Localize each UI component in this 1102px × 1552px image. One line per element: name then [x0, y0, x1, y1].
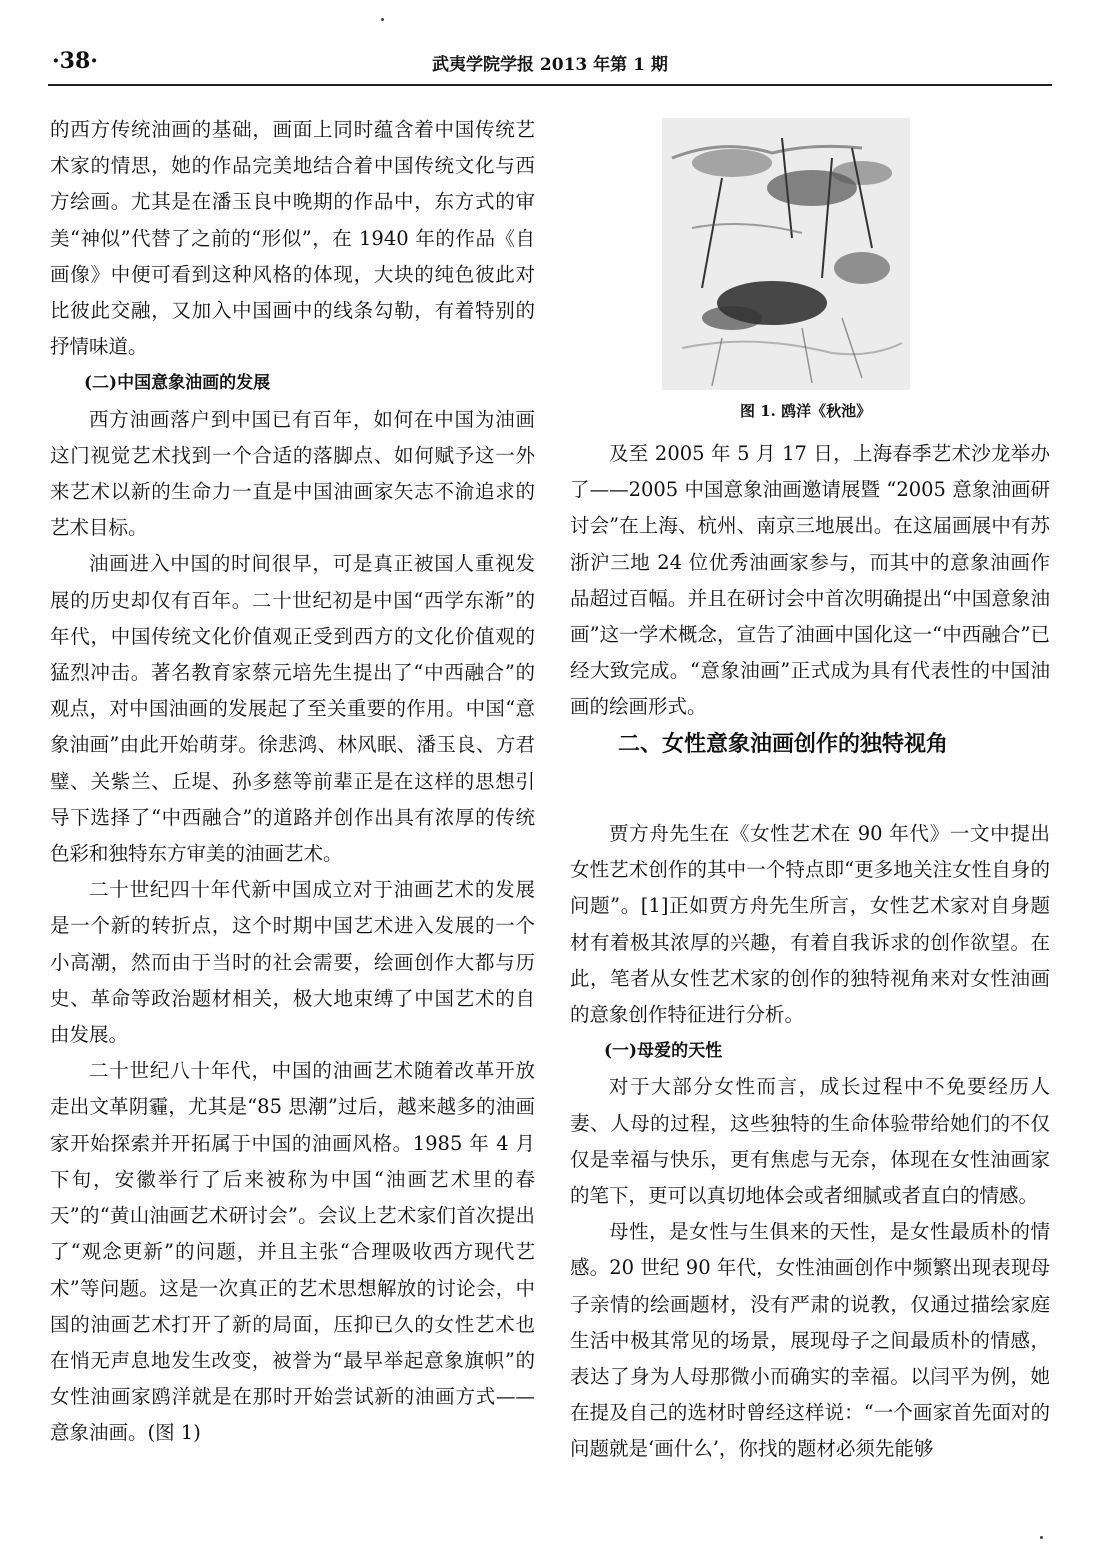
- painting-illustration: [662, 118, 910, 390]
- scan-speck: [381, 18, 384, 21]
- paragraph: 贾方舟先生在《女性艺术在 90 年代》一文中提出女性艺术创作的其中一个特点即“更多地关注女性自身的问题”。[1]正如贾方舟先生所言，女性艺术家对自身题材有着极其浓厚的兴趣，有着自我诉求的创作欲望。在此，笔者从女性艺术家的创作的独特视角来对女性油画的意象创作特征进行分析。: [570, 822, 1050, 1027]
- header-rule: [48, 84, 1052, 86]
- page-number: ·38·: [52, 48, 98, 74]
- left-column: [50, 112, 535, 1452]
- paragraph: 二十世纪八十年代，中国的油画艺术随着改革开放走出文革阴霾，尤其是“85 思潮”过后，越来越多的油画家开始探索并开拓属于中国的油画风格。1985 年 4 月下旬，安徽举行了后来被称为中国“油画艺术里的春天”的“黄山油画艺术研讨会”。会议上艺术家们首次提出了“观念更新”的问题，并且主张“合理吸收西方现代艺术”等问题。这是一次真正的艺术思想解放的讨论会，中国的油画艺术打开了新的局面，压抑已久的女性艺术也在悄无声息地发生改变，被誉为“最早举起意象旗帜”的女性油画家鸥洋就是在那时开始尝试新的油画方式——意象油画。(图 1): [50, 1059, 535, 1445]
- journal-title: 武夷学院学报 2013 年第 1 期: [432, 55, 668, 75]
- paragraph: 油画进入中国的时间很早，可是真正被国人重视发展的历史却仅有百年。二十世纪初是中国“西学东渐”的年代，中国传统文化价值观正受到西方的文化价值观的猛烈冲击。著名教育家蔡元培先生提出了“中西融合”的观点，对中国油画的发展起了至关重要的作用。中国“意象油画”由此开始萌芽。徐悲鸿、林风眠、潘玉良、方君璧、关紫兰、丘堤、孙多慈等前辈正是在这样的思想引导下选择了“中西融合”的道路并创作出具有浓厚的传统色彩和独特东方审美的油画艺术。: [50, 552, 535, 866]
- running-header: [52, 48, 1048, 88]
- subsection-heading: (二)中国意象油画的发展: [84, 373, 271, 394]
- right-column-bottom: [570, 816, 1050, 1468]
- figure-painting-image: [662, 118, 910, 390]
- paragraph: 二十世纪四十年代新中国成立对于油画艺术的发展是一个新的转折点，这个时期中国艺术进入发展的一个小高潮，然而由于当时的社会需要，绘画创作大都与历史、革命等政治题材相关，极大地束缚了中国艺术的自由发展。: [50, 878, 535, 1047]
- scan-speck: [1040, 1536, 1043, 1539]
- paragraph: 对于大部分女性而言，成长过程中不免要经历人妻、人母的过程，这些独特的生命体验带给她们的不仅仅是幸福与快乐，更有焦虑与无奈，体现在女性油画家的笔下，更可以真切地体会或者细腻或者直白的情感。: [570, 1075, 1050, 1208]
- subsection-heading: (一)母爱的天性: [604, 1041, 723, 1062]
- right-column-top: [570, 436, 1050, 726]
- paragraph: 西方油画落户到中国已有百年，如何在中国为油画这门视觉艺术找到一个合适的落脚点、如何赋予这一外来艺术以新的生命力一直是中国油画家矢志不渝追求的艺术目标。: [50, 407, 535, 540]
- paragraph: 的西方传统油画的基础，画面上同时蕴含着中国传统艺术家的情思，她的作品完美地结合着中国传统文化与西方绘画。尤其是在潘玉良中晚期的作品中，东方式的审美“神似”代替了之前的“形似”，在 1940 年的作品《自画像》中便可看到这种风格的体现，大块的纯色彼此对比彼此交融，又加入中国画中的线条勾勒，有着特别的抒情味道。: [50, 118, 535, 359]
- paragraph: 母性，是女性与生俱来的天性，是女性最质朴的情感。20 世纪 90 年代，女性油画创作中频繁出现表现母子亲情的绘画题材，没有严肃的说教，仅通过描绘家庭生活中极其常见的场景，展现母子之间最质朴的情感，表达了身为人母那微小而确实的幸福。以闫平为例，她在提及自己的选材时曾经这样说：“一个画家首先面对的问题就是‘画什么’，你找的题材必须先能够: [570, 1220, 1050, 1461]
- paragraph: 及至 2005 年 5 月 17 日，上海春季艺术沙龙举办了——2005 中国意象油画邀请展暨 “2005 意象油画研讨会”在上海、杭州、南京三地展出。在这届画展中有苏浙沪三地 24 位优秀油画家参与，而其中的意象油画作品超过百幅。并且在研讨会中首次明确提出“中国意象油画”这一学术概念，宣告了油画中国化这一“中西融合”已经大致完成。“意象油画”正式成为具有代表性的中国油画的绘画形式。: [570, 442, 1050, 719]
- figure-caption: 图 1. 鸥洋《秋池》: [740, 402, 872, 420]
- section-heading: 二、女性意象油画创作的独特视角: [618, 732, 949, 757]
